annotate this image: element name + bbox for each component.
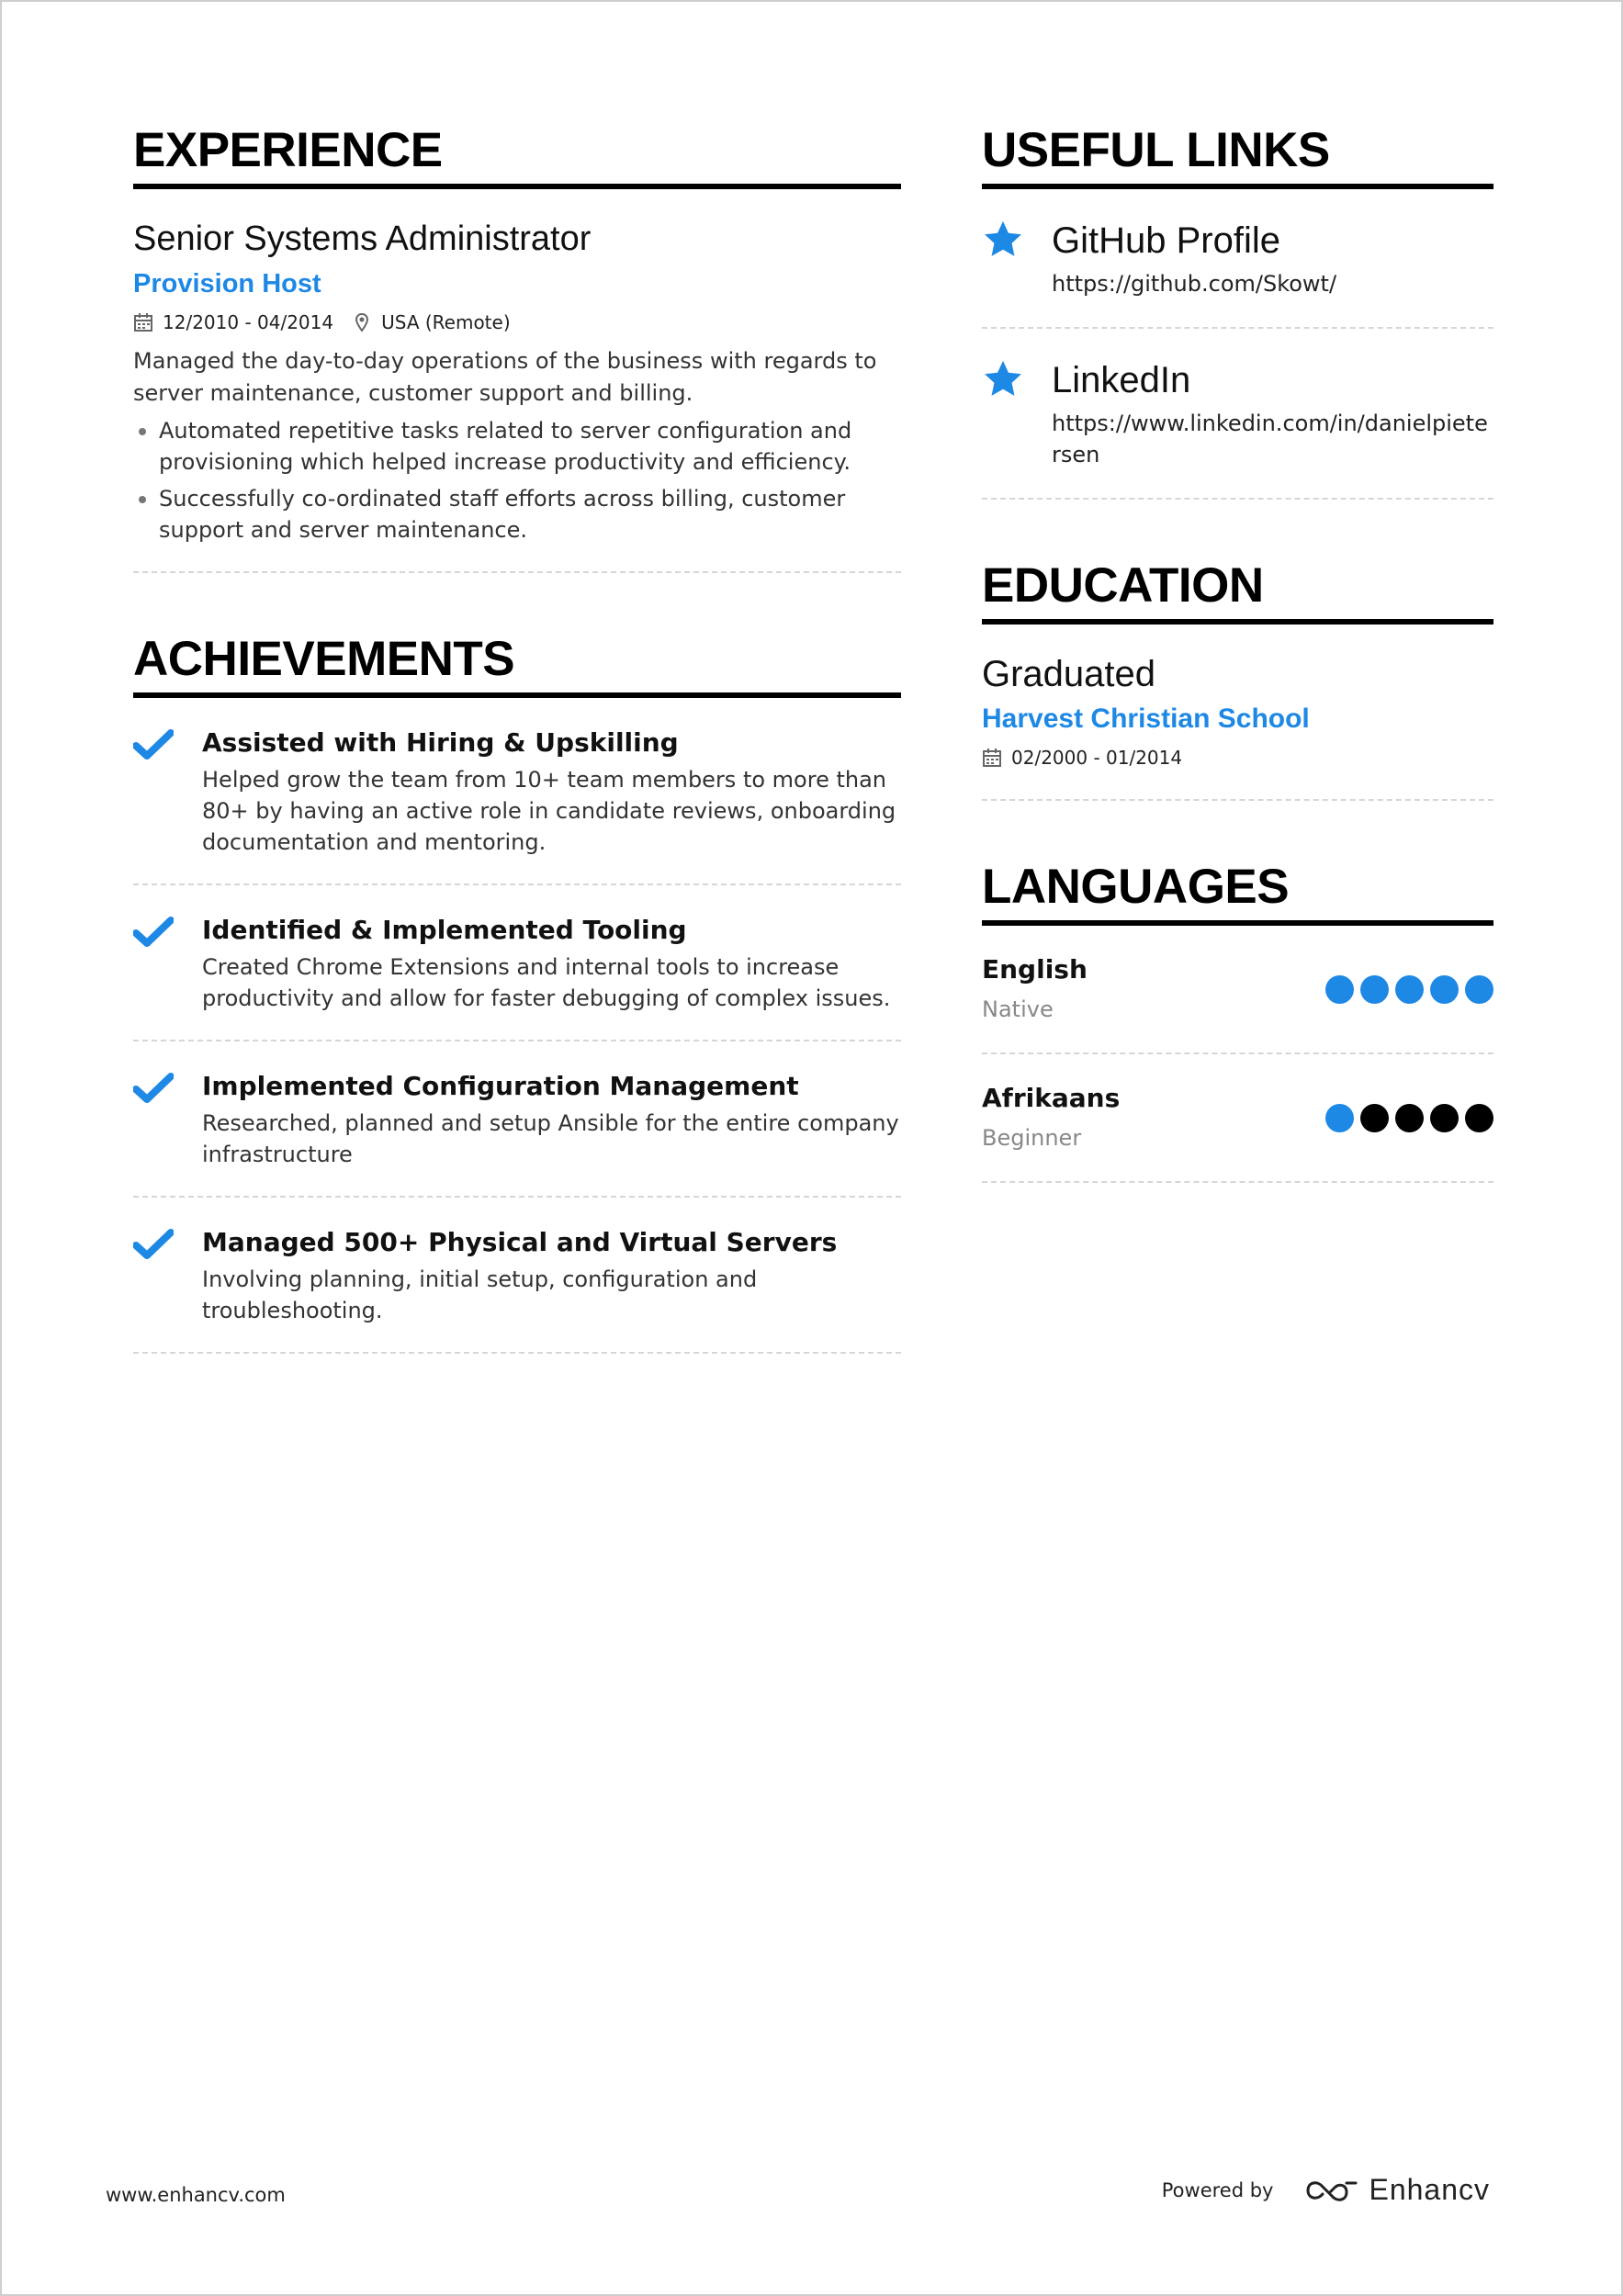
right-column xyxy=(982,121,1493,1183)
language-level: Native xyxy=(982,996,1054,1022)
experience-heading: EXPERIENCE xyxy=(133,121,901,189)
rating-dot-filled xyxy=(1430,975,1459,1004)
language-item xyxy=(982,926,1493,1054)
job-location: USA (Remote) xyxy=(381,311,511,333)
job-bullet: Successfully co-ordinated staff efforts across billing, customer support and server maintenance. xyxy=(133,483,901,546)
footer-branding xyxy=(1162,2173,1490,2207)
rating-dot-empty xyxy=(1360,1104,1389,1132)
achievement-item xyxy=(133,698,901,885)
rating-dot-empty xyxy=(1430,1104,1459,1132)
language-item xyxy=(982,1054,1493,1183)
achievement-description: Created Chrome Extensions and internal tools to increase productivity and allow for faster debugging of complex issues. xyxy=(202,954,891,1011)
rating-dot-filled xyxy=(1325,1104,1354,1132)
experience-meta xyxy=(133,309,901,336)
education-section xyxy=(982,557,1493,801)
achievement-title: Identified & Implemented Tooling xyxy=(202,915,687,945)
rating-dot-filled xyxy=(1465,975,1493,1004)
rating-dot-filled xyxy=(1360,975,1389,1004)
checkmark-icon xyxy=(133,726,202,858)
link-url[interactable]: https://www.linkedin.com/in/danielpietersen xyxy=(1052,411,1488,467)
job-bullet: Automated repetitive tasks related to server configuration and provisioning which helped increase productivity and efficiency. xyxy=(133,415,901,478)
job-bullets xyxy=(133,415,901,546)
achievements-section xyxy=(133,630,901,1354)
achievement-item xyxy=(133,1198,901,1354)
footer-website[interactable]: www.enhancv.com xyxy=(106,2184,286,2206)
achievement-description: Researched, planned and setup Ansible for the entire company infrastructure xyxy=(202,1110,899,1167)
link-url[interactable]: https://github.com/Skowt/ xyxy=(1052,271,1337,297)
achievement-title: Assisted with Hiring & Upskilling xyxy=(202,727,679,758)
degree: Graduated xyxy=(982,654,1156,694)
language-rating xyxy=(1325,1104,1493,1132)
calendar-icon xyxy=(982,748,1002,768)
education-entry xyxy=(982,625,1493,801)
brand-name: Enhancv xyxy=(1369,2173,1490,2206)
link-title: LinkedIn xyxy=(1052,360,1191,400)
achievement-item xyxy=(133,885,901,1041)
language-level: Beginner xyxy=(982,1125,1082,1151)
checkmark-icon xyxy=(133,1225,202,1326)
rating-dot-filled xyxy=(1325,975,1354,1004)
link-item-linkedin[interactable] xyxy=(982,329,1493,500)
achievement-item xyxy=(133,1041,901,1198)
experience-entry xyxy=(133,189,901,573)
language-name: English xyxy=(982,954,1088,985)
enhancv-logo-icon xyxy=(1304,2176,1359,2205)
job-description: Managed the day-to-day operations of the business with regards to server maintenance, customer support and billing. xyxy=(133,348,877,406)
checkmark-icon xyxy=(133,1069,202,1170)
star-icon xyxy=(982,219,1052,299)
job-dates: 12/2010 - 04/2014 xyxy=(163,311,334,333)
company-name: Provision Host xyxy=(133,269,321,298)
education-heading: EDUCATION xyxy=(982,557,1493,625)
job-title: Senior Systems Administrator xyxy=(133,219,592,258)
useful-links-section xyxy=(982,121,1493,500)
rating-dot-filled xyxy=(1395,975,1424,1004)
languages-section xyxy=(982,858,1493,1183)
achievements-heading: ACHIEVEMENTS xyxy=(133,630,901,698)
achievement-title: Managed 500+ Physical and Virtual Servers xyxy=(202,1227,838,1257)
useful-links-heading: USEFUL LINKS xyxy=(982,121,1493,189)
powered-by-label: Powered by xyxy=(1161,2178,1274,2201)
location-pin-icon xyxy=(352,312,372,332)
left-column xyxy=(133,121,901,1354)
checkmark-icon xyxy=(133,913,202,1014)
rating-dot-empty xyxy=(1395,1104,1424,1132)
experience-section xyxy=(133,121,901,573)
languages-heading: LANGUAGES xyxy=(982,858,1493,926)
school-name: Harvest Christian School xyxy=(982,703,1310,734)
education-meta xyxy=(982,744,1493,771)
language-name: Afrikaans xyxy=(982,1083,1121,1113)
language-rating xyxy=(1325,975,1493,1004)
achievement-description: Helped grow the team from 10+ team members to more than 80+ by having an active role in candidate reviews, onboarding documentation and mentoring. xyxy=(202,767,896,855)
star-icon xyxy=(982,358,1052,470)
achievement-description: Involving planning, initial setup, configuration and troubleshooting. xyxy=(202,1266,758,1323)
education-dates: 02/2000 - 01/2014 xyxy=(1011,747,1183,769)
achievement-title: Implemented Configuration Management xyxy=(202,1071,799,1101)
calendar-icon xyxy=(133,312,153,332)
link-title: GitHub Profile xyxy=(1052,220,1280,261)
link-item-github[interactable] xyxy=(982,189,1493,329)
rating-dot-empty xyxy=(1465,1104,1493,1132)
